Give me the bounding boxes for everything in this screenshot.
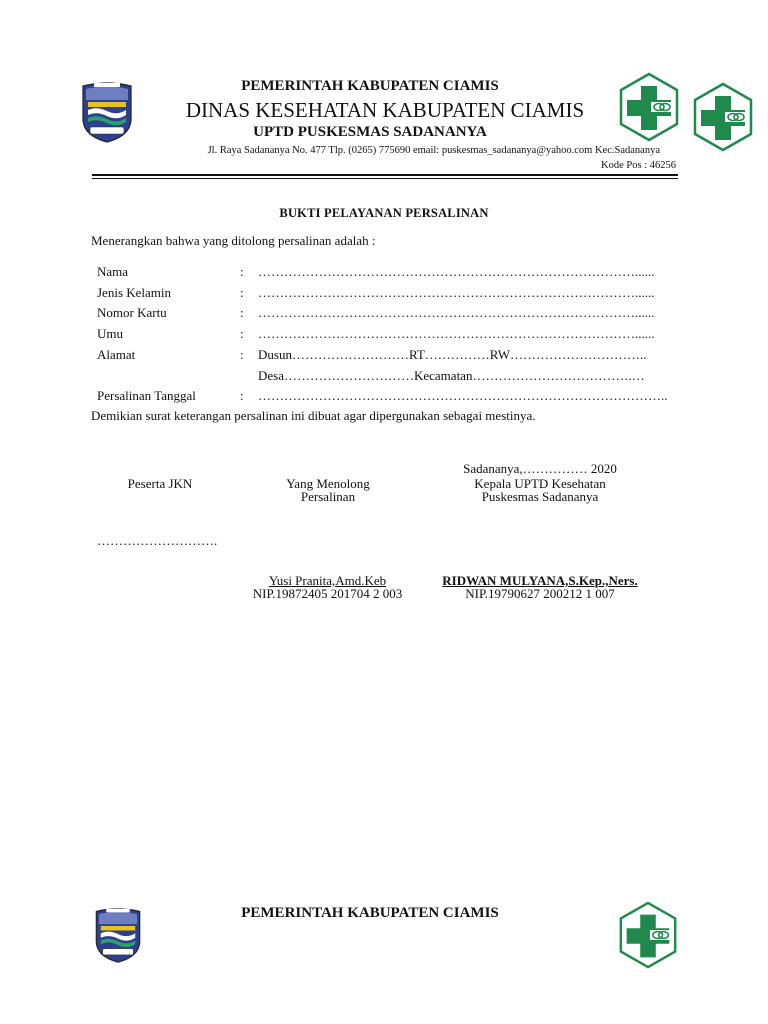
header-government: PEMERINTAH KABUPATEN CIAMIS (241, 78, 499, 94)
field-colon: : (240, 326, 244, 341)
signer-penolong-nip: NIP.19872405 201704 2 003 (252, 586, 403, 601)
puskesmas-logo-footer (614, 900, 682, 970)
field-value-blank[interactable]: ……………………………………………………………………………...... (258, 264, 655, 279)
field-colon: : (240, 285, 244, 300)
signer-peserta-title: Peserta JKN (127, 476, 193, 491)
intro-text: Menerangkan bahwa yang ditolong persalinan adalah : (91, 233, 376, 248)
signer-kepala-nip: NIP.19790627 200212 1 007 (465, 586, 615, 601)
signer-kepala-name: RIDWAN MULYANA,S.Kep.,Ners. (442, 573, 638, 588)
field-colon: : (240, 264, 244, 279)
signer-peserta-blank[interactable]: ………………………. (97, 533, 218, 548)
puskesmas-logo-secondary (688, 82, 758, 152)
field-colon: : (240, 305, 244, 320)
signer-kepala-title-2: Puskesmas Sadananya (481, 489, 599, 504)
field-label: Nomor Kartu (97, 305, 167, 320)
field-value-blank[interactable]: ………………………………………………………………………………….. (258, 388, 668, 403)
closing-statement: Demikian surat keterangan persalinan ini dibuat agar dipergunakan sebagai mestinya. (91, 408, 536, 423)
header-address: Jl. Raya Sadananya No. 477 Tlp. (0265) 775690 email: puskesmas_sadananya@yahoo.com Kec.Sadananya (207, 145, 660, 156)
field-value-blank[interactable]: ……………………………………………………………………………...... (258, 285, 655, 300)
header-postal-code: Kode Pos : 46256 (601, 160, 676, 171)
field-label: Persalinan Tanggal (97, 388, 196, 403)
field-label: Jenis Kelamin (97, 285, 172, 300)
puskesmas-logo (614, 72, 684, 142)
ciamis-crest-logo (80, 80, 134, 144)
field-colon: : (240, 347, 244, 362)
place-date: Sadananya,…………… 2020 (463, 461, 617, 476)
document-title: BUKTI PELAYANAN PERSALINAN (279, 206, 489, 220)
field-value-blank[interactable]: ……………………………………………………………………………...... (258, 326, 655, 341)
field-value-address-dusun[interactable]: Dusun………………………RT……………RW………………………….. (258, 347, 647, 362)
field-colon: : (240, 388, 244, 403)
field-value-address-desa[interactable]: Desa…………………………Kecamatan……………………………….… (258, 368, 645, 383)
field-label: Umu (97, 326, 123, 341)
signer-penolong-title: Yang Menolong (286, 476, 370, 491)
header-agency: DINAS KESEHATAN KABUPATEN CIAMIS (185, 98, 585, 122)
footer-government: PEMERINTAH KABUPATEN CIAMIS (241, 905, 499, 921)
field-value-blank[interactable]: ……………………………………………………………………………...... (258, 305, 655, 320)
field-label: Nama (97, 264, 129, 279)
letterhead-rule-thick (92, 174, 678, 176)
signer-penolong-name: Yusi Pranita,Amd.Keb (268, 573, 387, 588)
signer-kepala-title: Kepala UPTD Kesehatan (474, 476, 606, 491)
signer-penolong-title-2: Persalinan (300, 489, 356, 504)
field-label: Alamat (97, 347, 136, 362)
header-unit: UPTD PUSKESMAS SADANANYA (253, 124, 487, 140)
ciamis-crest-logo-footer (91, 906, 145, 964)
letterhead-rule-thin (92, 178, 678, 179)
